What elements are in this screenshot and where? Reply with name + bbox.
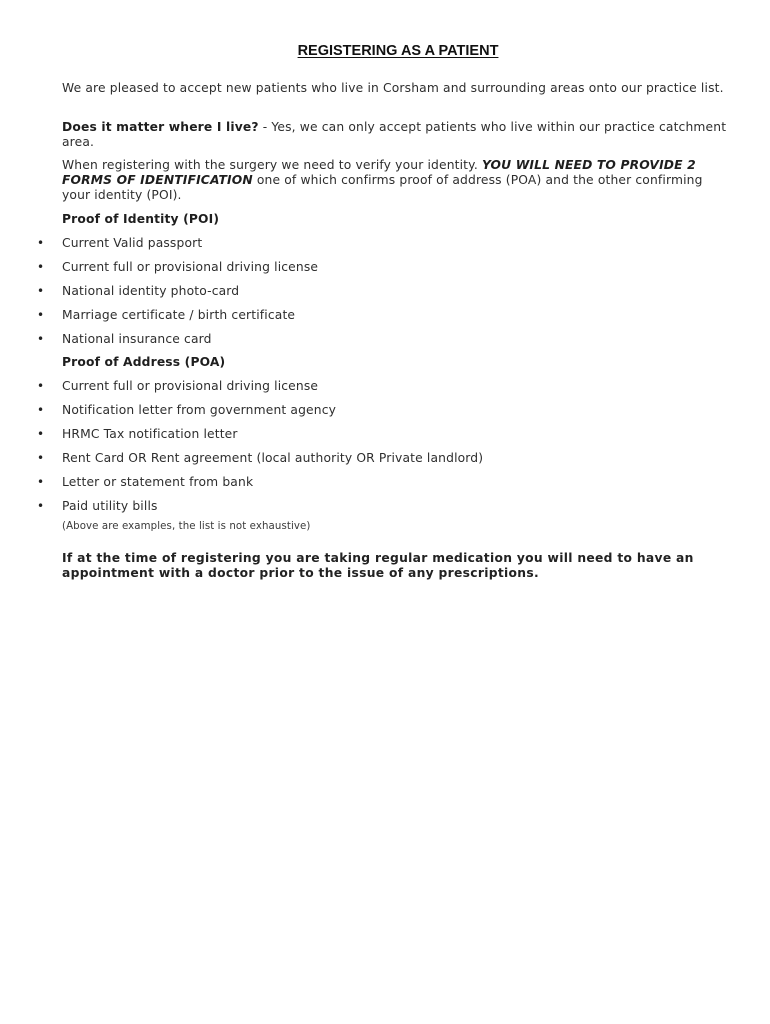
- poi-item: Current Valid passport: [62, 236, 203, 250]
- poa-item: Paid utility bills: [62, 499, 158, 513]
- bullet: •: [37, 379, 45, 393]
- bullet: •: [37, 308, 45, 322]
- catchment-paragraph: [62, 120, 727, 150]
- poi-item: National identity photo-card: [62, 284, 240, 298]
- poa-item: Letter or statement from bank: [62, 475, 254, 489]
- list-item: [0, 379, 770, 395]
- poa-item: Notification letter from government agency: [62, 403, 337, 417]
- poa-item: Current full or provisional driving license: [62, 379, 319, 393]
- intro-paragraph: We are pleased to accept new patients who live in Corsham and surrounding areas onto our practice list.: [62, 81, 724, 95]
- identity-rest: one of which confirms proof of address (POA) and the other confirming your identity (POI).: [62, 173, 703, 202]
- bullet: •: [37, 236, 45, 250]
- bullet: •: [37, 451, 45, 465]
- identity-paragraph: [62, 158, 727, 203]
- bullet: •: [37, 499, 45, 513]
- list-item: [0, 260, 770, 276]
- list-item: [0, 451, 770, 467]
- bullet: •: [37, 475, 45, 489]
- poi-heading: Proof of Identity (POI): [62, 212, 220, 226]
- bullet: •: [37, 427, 45, 441]
- bullet: •: [37, 332, 45, 346]
- bullet: •: [37, 403, 45, 417]
- list-item: [0, 236, 770, 252]
- bullet: •: [37, 260, 45, 274]
- list-item: [0, 403, 770, 419]
- poa-heading: Proof of Address (POA): [62, 355, 226, 369]
- poi-item: National insurance card: [62, 332, 212, 346]
- list-item: [0, 499, 770, 515]
- list-item: [0, 475, 770, 491]
- list-item: [0, 284, 770, 300]
- poi-item: Marriage certificate / birth certificate: [62, 308, 296, 322]
- page-title: REGISTERING AS A PATIENT: [297, 43, 499, 59]
- list-item: [0, 332, 770, 348]
- identity-lead: When registering with the surgery we need to verify your identity.: [62, 158, 482, 172]
- list-item: [0, 308, 770, 324]
- catchment-answer: - Yes, we can only accept patients who live within our practice catchment area.: [62, 120, 727, 149]
- examples-note: (Above are examples, the list is not exhaustive): [62, 521, 311, 532]
- identity-emphasis: YOU WILL NEED TO PROVIDE 2 FORMS OF IDENTIFICATION: [62, 158, 696, 187]
- catchment-question: Does it matter where I live?: [62, 120, 259, 134]
- bullet: •: [37, 284, 45, 298]
- poi-item: Current full or provisional driving license: [62, 260, 319, 274]
- medication-notice: If at the time of registering you are taking regular medication you will need to have an appointment with a doctor prior to the issue of any prescriptions.: [62, 551, 694, 580]
- poa-item: Rent Card OR Rent agreement (local authority OR Private landlord): [62, 451, 484, 465]
- list-item: [0, 427, 770, 443]
- poa-item: HRMC Tax notification letter: [62, 427, 238, 441]
